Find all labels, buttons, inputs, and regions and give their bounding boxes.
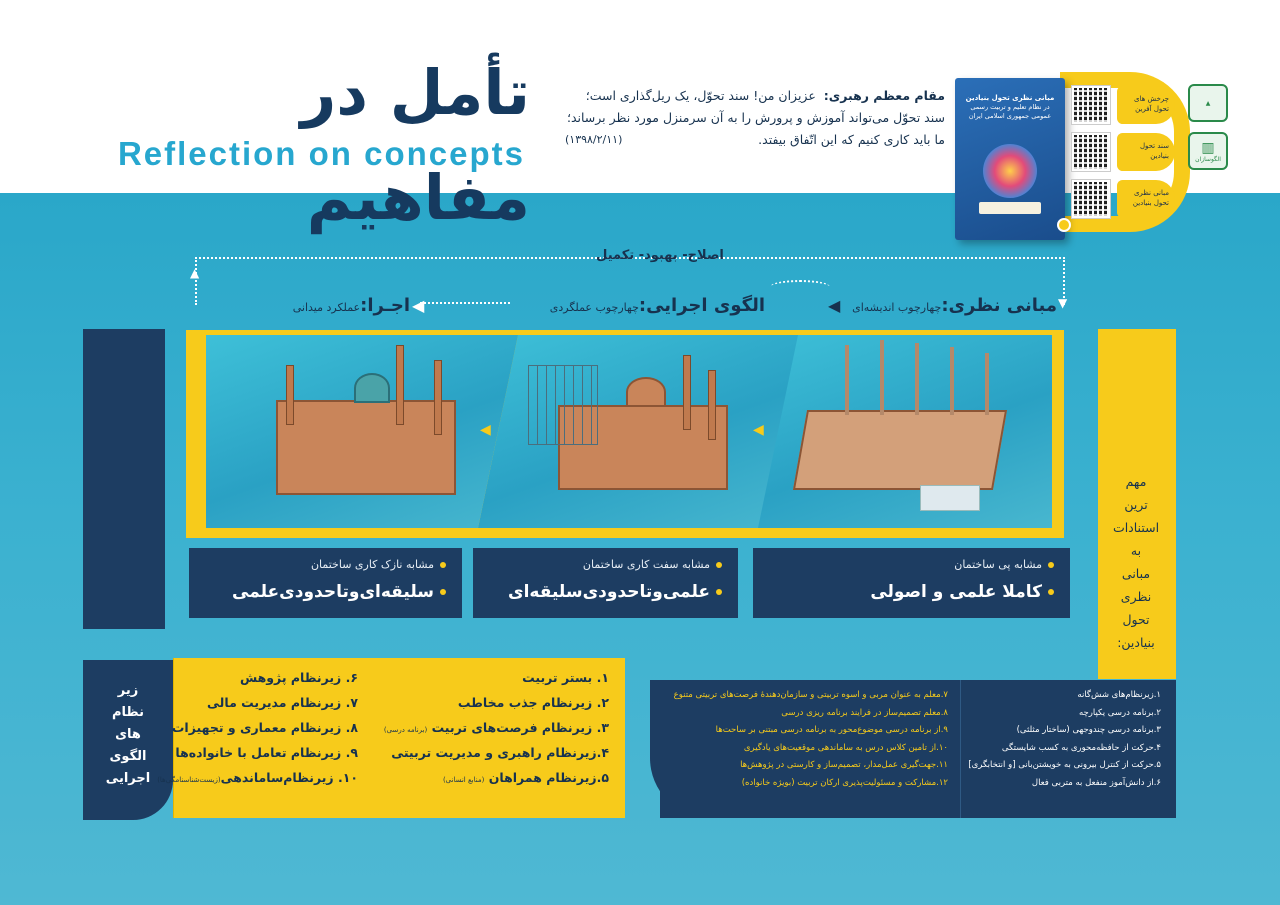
stage-3-note: مشابه نازک کاری ساختمان (310, 558, 434, 571)
book-illustration-icon (983, 144, 1037, 198)
list-item: ۲.برنامه درسی یکپارچه (1078, 707, 1161, 718)
olgosazan-logo-text: الگوسازان (1195, 155, 1221, 163)
subsystems-heading: زیر نظام های الگوی اجرایی (105, 683, 151, 786)
list-item: ۹.از برنامه درسی موضوع‌محور به برنامه درسی مبتنی بر ساحت‌ها (715, 725, 948, 735)
list-item: ۵.حرکت از کنترل بیرونی به خویشتن‌بانی [و انتخابگری] (968, 760, 1161, 770)
qr-tab-1[interactable]: چرخش های تحول آفرین (1117, 86, 1175, 124)
arrow-down-icon: ▼ (1058, 296, 1068, 310)
list-item: ۶.از دانش‌آموز منفعل به متربی فعال (1031, 777, 1161, 788)
play-arrow-icon-1: ◀ (480, 422, 491, 438)
loop-label: اصلاح- بهبود- تکمیل (596, 248, 724, 263)
list-item: ۵.زیرنظام همراهان (منابع انسانی) (442, 770, 609, 785)
olgosazan-logo-icon: ▥ الگوسازان (1188, 132, 1228, 170)
connector-dot-icon (1057, 218, 1071, 232)
list-item: ۷. زیرنظام مدیریت مالی (207, 695, 358, 710)
organization-logo-icon: ▲ (1188, 84, 1228, 122)
subsystems-list-2 (157, 658, 374, 818)
stage-card-foundation (753, 548, 1070, 618)
quote-line-3: ما باید کاری کنیم که این اتّفاق بیفتد. (758, 132, 945, 147)
stage-card-finishing (189, 548, 462, 618)
standards-list-2 (660, 680, 960, 818)
stage-1-note: مشابه پی ساختمان (954, 558, 1042, 571)
arrow-left-icon-2: ◀ (412, 296, 425, 315)
book-cover[interactable] (955, 78, 1065, 240)
book-subtitle: در نظام تعلیم و تربیت رسمی عمومی جمهوری اسلامی ایران (968, 103, 1052, 120)
list-item: ۱۰.از تامین کلاس درس به ساماندهی موقعیت‌های یادگیری (743, 742, 948, 753)
list-item: ۳. زیرنظام فرصت‌های تربیت (برنامه درسی) (383, 720, 609, 735)
key-references-heading: مهم ترین استنادات به مبانی نظری تحول بنیادین: (1112, 474, 1160, 650)
left-accent-bar (83, 329, 165, 629)
image-finishing (206, 335, 518, 528)
list-item: ۴.حرکت از حافظه‌محوری به کسب شایستگی (1001, 742, 1161, 753)
list-item: ۸. زیرنظام معماری و تجهیزات (171, 720, 358, 735)
list-item: ۷.معلم به عنوان مربی و اسوه تربیتی و سازمان‌دهندهٔ فرصت‌های تربیتی متنوع (673, 690, 948, 700)
page-subtitle-en: Reflection on concepts (117, 135, 525, 172)
quote-line-1: عزیزان من! سند تحوّل، یک ریل‌گذاری است؛ (585, 88, 816, 103)
list-item: ۲. زیرنظام جذب مخاطب (457, 695, 609, 710)
list-item: ۱۲.مشارکت و مسئولیت‌پذیری ارکان تربیت (بویژه خانواده) (741, 777, 948, 788)
list-item: ۱۰. زیرنظام‌ساماندهی(زیست‌شناسنامگی‌ها) (157, 770, 358, 785)
flow-step-model: الگوی اجرایی:چهارچوب عملگردی (549, 295, 765, 316)
stage-1-title: کاملا علمی و اصولی (870, 582, 1042, 602)
list-item: ۴.زیرنظام راهبری و مدیریت تربیتی (391, 745, 609, 760)
list-item: ۱. بستر تربیت (522, 670, 609, 685)
subsystems-list-1 (374, 658, 625, 818)
list-item: ۱۱.جهت‌گیری عمل‌مدار، تصمیم‌ساز و کارستی در پژوهش‌ها (740, 760, 948, 770)
qr-tab-3[interactable]: مبانی نظری تحول بنیادین (1117, 180, 1175, 218)
leader-quote (565, 85, 945, 170)
image-foundation (750, 335, 1052, 528)
page-title: تأمل در مفاهیم (300, 56, 530, 234)
flow-step-theory: مبانی نظری:چهارچوب اندیشه‌ای (852, 295, 1057, 316)
quote-speaker: مقام معظم رهبری: (823, 88, 945, 103)
arrow-left-icon: ◀ (828, 296, 841, 315)
stage-card-structure (473, 548, 738, 618)
flow-arc-1 (770, 280, 830, 294)
standards-list-1 (960, 680, 1176, 818)
stage-3-title: سلیقه‌ای‌وتاحدودی‌علمی (232, 582, 434, 602)
flow-connector-2 (420, 302, 510, 304)
list-item: ۹. زیرنظام تعامل با خانواده‌ها (175, 745, 358, 760)
arrow-up-icon: ▲ (190, 266, 200, 280)
qr-code-1[interactable] (1072, 86, 1110, 124)
quote-date: (۱۳۹۸/۲/۱۱) (565, 133, 623, 146)
flow-step-execution: اجـرا:عملکرد میدانی (292, 295, 410, 316)
open-book-icon (979, 202, 1041, 214)
quote-line-2: سند تحوّل می‌تواند آموزش و پرورش را به آن سرمنزل مورد نظر برساند؛ (566, 110, 945, 125)
stage-2-note: مشابه سفت کاری ساختمان (582, 558, 710, 571)
qr-code-2[interactable] (1072, 133, 1110, 171)
stage-2-title: علمی‌وتاحدودی‌سلیقه‌ای (508, 582, 710, 602)
list-item: ۶. زیرنظام پژوهش (239, 670, 358, 685)
list-item: ۳.برنامه درسی چندوجهی (ساختار مثلثی) (1016, 725, 1161, 735)
qr-tab-2[interactable]: سند تحول بنیادین (1117, 133, 1175, 171)
qr-code-3[interactable] (1072, 180, 1110, 218)
list-item: ۱.زیرنظام‌های شش‌گانه (1077, 690, 1161, 700)
image-structure (478, 335, 798, 528)
book-title: مبانی نظری تحول بنیادین (965, 94, 1055, 102)
play-arrow-icon-2: ◀ (753, 422, 764, 438)
list-item: ۸.معلم تصمیم‌ساز در فرایند برنامه ریزی درسی (781, 707, 948, 718)
